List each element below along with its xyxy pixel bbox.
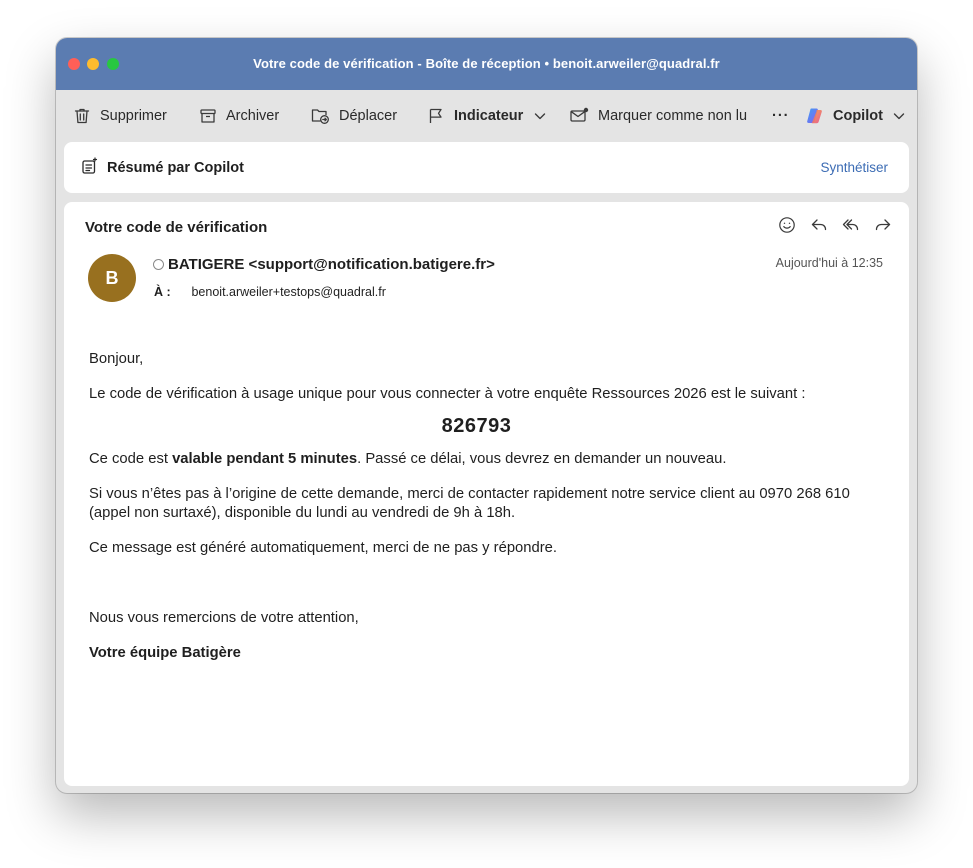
copilot-label: Copilot	[833, 108, 883, 124]
reply-button[interactable]	[809, 217, 829, 237]
recipient-address[interactable]: benoit.arweiler+testops@quadral.fr	[191, 285, 386, 299]
message-body	[89, 350, 864, 663]
more-actions-button[interactable]	[772, 90, 790, 142]
message-actions	[777, 217, 893, 237]
toolbar	[56, 90, 917, 142]
archive-icon	[199, 107, 217, 125]
mail-window	[56, 38, 917, 793]
flag-dropdown-button[interactable]	[533, 90, 547, 142]
validity-paragraph	[89, 450, 864, 469]
move-label: Déplacer	[339, 108, 398, 124]
flag-icon	[427, 107, 445, 125]
summary-sparkle-icon	[81, 157, 99, 179]
message-date: Aujourd'hui à 12:35	[775, 256, 883, 270]
copilot-summary-title: Résumé par Copilot	[107, 159, 244, 176]
archive-button[interactable]	[199, 90, 279, 142]
reply-all-button[interactable]	[841, 217, 861, 237]
validity-suffix: . Passé ce délai, vous devrez en demander un nouveau.	[357, 451, 727, 467]
verification-code: 826793	[441, 415, 512, 437]
validity-prefix: Ce code est	[89, 451, 173, 467]
move-button[interactable]	[311, 90, 397, 142]
support-paragraph: Si vous n’êtes pas à l’origine de cette demande, merci de contacter rapidement notre service client au 0970 268 610 (appel non surtaxé), disponible du lundi au vendredi de 9h à 18h.	[89, 486, 850, 521]
delete-label: Supprimer	[100, 108, 167, 124]
greeting: Bonjour,	[89, 351, 144, 367]
to-label: À :	[154, 285, 171, 299]
auto-notice-paragraph: Ce message est généré automatiquement, merci de ne pas y répondre.	[89, 540, 558, 556]
more-icon: ···	[772, 108, 790, 124]
smiley-icon	[778, 216, 796, 239]
flag-label: Indicateur	[454, 108, 524, 124]
sender-name[interactable]: BATIGERE <support@notification.batigere.fr>	[168, 256, 495, 273]
envelope-unread-icon	[570, 107, 589, 125]
thanks-paragraph: Nous vous remercions de votre attention,	[89, 610, 359, 626]
trash-icon	[73, 107, 91, 125]
delete-button[interactable]	[73, 90, 167, 142]
summarize-link[interactable]: Synthétiser	[820, 160, 888, 175]
copilot-button[interactable]	[805, 90, 906, 142]
message-pane	[64, 202, 909, 786]
sender-avatar[interactable]: B	[88, 254, 136, 302]
move-folder-icon	[311, 107, 330, 125]
flag-button[interactable]	[427, 90, 523, 142]
copilot-summary-card	[64, 142, 909, 193]
chevron-down-icon	[892, 109, 906, 123]
window-title: Votre code de vérification - Boîte de réception • benoit.arweiler@quadral.fr	[253, 56, 720, 71]
signature: Votre équipe Batigère	[89, 645, 241, 661]
validity-duration: valable pendant 5 minutes	[172, 451, 358, 467]
react-button[interactable]	[777, 217, 797, 237]
forward-button[interactable]	[873, 217, 893, 237]
mark-unread-button[interactable]	[570, 90, 747, 142]
reply-all-icon	[842, 216, 860, 239]
title-bar	[56, 38, 917, 90]
copilot-summary-header	[81, 142, 244, 193]
message-subject: Votre code de vérification	[85, 219, 268, 236]
reply-icon	[810, 216, 828, 239]
archive-label: Archiver	[226, 108, 280, 124]
copilot-icon	[805, 106, 825, 126]
intro-paragraph: Le code de vérification à usage unique pour vous connecter à votre enquête Ressources 2026 est le suivant :	[89, 386, 806, 402]
sender-line	[153, 256, 495, 273]
forward-icon	[874, 216, 892, 239]
presence-status-icon	[153, 259, 164, 270]
mark-unread-label: Marquer comme non lu	[598, 108, 748, 124]
recipient-line	[154, 285, 386, 299]
chevron-down-icon	[533, 109, 547, 123]
